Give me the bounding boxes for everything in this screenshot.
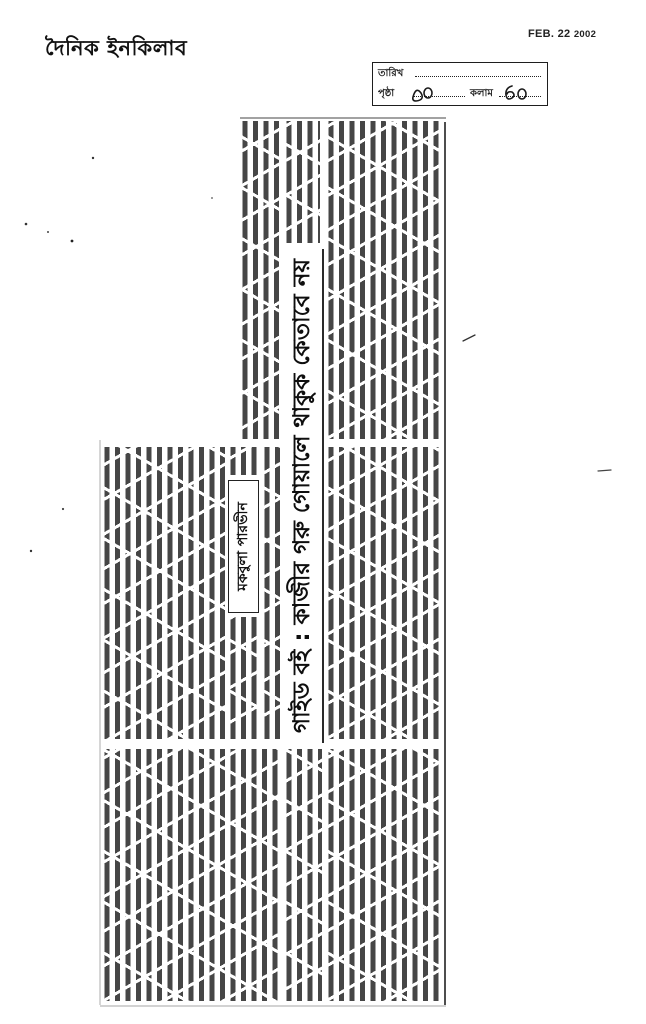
body-text-block [102, 749, 280, 1001]
stamp-date-leader [415, 76, 541, 77]
body-text-block [326, 121, 443, 439]
body-text-block [228, 447, 258, 475]
archive-stamp [372, 62, 548, 106]
scan-speck [62, 508, 64, 510]
body-text-block [284, 121, 320, 243]
article-headline: গাইড বই : কাজীর গরু গোয়ালে থাকুক কেতাবে নয় [289, 258, 315, 734]
scan-speck [30, 550, 32, 552]
body-text-block [102, 447, 226, 739]
stamp-page-leader [413, 96, 465, 97]
stamp-date-label: তারিখ [378, 68, 404, 79]
scan-speck [71, 240, 74, 243]
stamp-column-label: কলাম [470, 88, 493, 99]
body-text-block [326, 447, 443, 739]
stamp-page-label: পৃষ্ঠা [378, 88, 395, 99]
stamp-column-leader [499, 96, 541, 97]
pencil-mark [598, 470, 611, 471]
pencil-mark [463, 335, 475, 341]
body-text-block [240, 121, 280, 439]
date-stamp [528, 28, 596, 40]
article-byline: মকবুলা পারভীন [228, 480, 259, 613]
newspaper-article [100, 118, 445, 1005]
scan-speck [25, 223, 28, 226]
date-stamp-month-day: FEB. 22 [528, 28, 571, 40]
body-text-block [284, 749, 322, 1001]
newspaper-masthead: দৈনিক ইনকিলাব [45, 36, 188, 60]
headline-rule [322, 249, 324, 743]
date-stamp-year: 2002 [573, 29, 597, 40]
body-text-block [228, 617, 258, 739]
body-text-block [326, 749, 443, 1001]
scan-speck [92, 157, 94, 159]
scan-speck [47, 231, 49, 233]
body-text-block [262, 447, 280, 739]
